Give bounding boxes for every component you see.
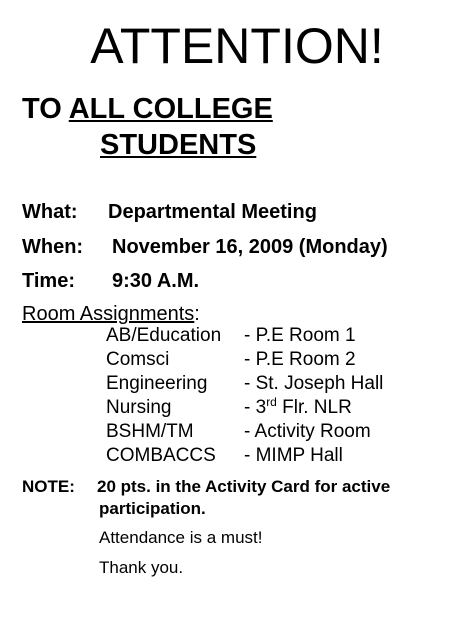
room-location: - P.E Room 1	[244, 325, 356, 346]
room-dept: AB/Education	[106, 325, 222, 346]
room-location: - MIMP Hall	[244, 445, 343, 466]
room-location-suffix: Flr. NLR	[276, 397, 352, 418]
when-row	[22, 235, 388, 259]
when-label: When:	[22, 236, 84, 258]
note-text-line1: 20 pts. in the Activity Card for active	[97, 477, 391, 496]
room-dept: Comsci	[106, 349, 170, 370]
page-title: ATTENTION!	[90, 18, 384, 74]
time-label: Time:	[22, 270, 75, 292]
room-dept: BSHM/TM	[106, 421, 194, 442]
thank-you-text: Thank you.	[99, 558, 184, 577]
audience-line	[22, 92, 273, 126]
audience-prefix: TO	[22, 93, 62, 125]
what-row	[22, 200, 317, 224]
what-value: Departmental Meeting	[108, 201, 317, 223]
room-dept: COMBACCS	[106, 445, 216, 466]
room-location: - Activity Room	[244, 421, 371, 442]
time-value: 9:30 A.M.	[112, 270, 200, 292]
room-location	[244, 396, 352, 420]
note-label: NOTE:	[22, 477, 75, 496]
what-label: What:	[22, 201, 78, 223]
note-text-line2: participation.	[99, 499, 206, 518]
audience-line1: ALL COLLEGE	[68, 93, 273, 125]
when-value: November 16, 2009 (Monday)	[112, 236, 388, 258]
room-dept: Nursing	[106, 397, 172, 418]
room-assignments-label: Room Assignments	[22, 303, 195, 325]
attendance-text: Attendance is a must!	[99, 528, 263, 547]
room-location-superscript: rd	[266, 395, 277, 409]
room-location-prefix: - 3	[244, 397, 267, 418]
room-assignments-heading	[22, 302, 200, 326]
room-location: - P.E Room 2	[244, 349, 356, 370]
room-assignments-colon: :	[194, 303, 200, 325]
time-row	[22, 269, 200, 293]
room-dept: Engineering	[106, 373, 208, 394]
room-location: - St. Joseph Hall	[244, 373, 384, 394]
audience-line2: STUDENTS	[100, 129, 257, 161]
